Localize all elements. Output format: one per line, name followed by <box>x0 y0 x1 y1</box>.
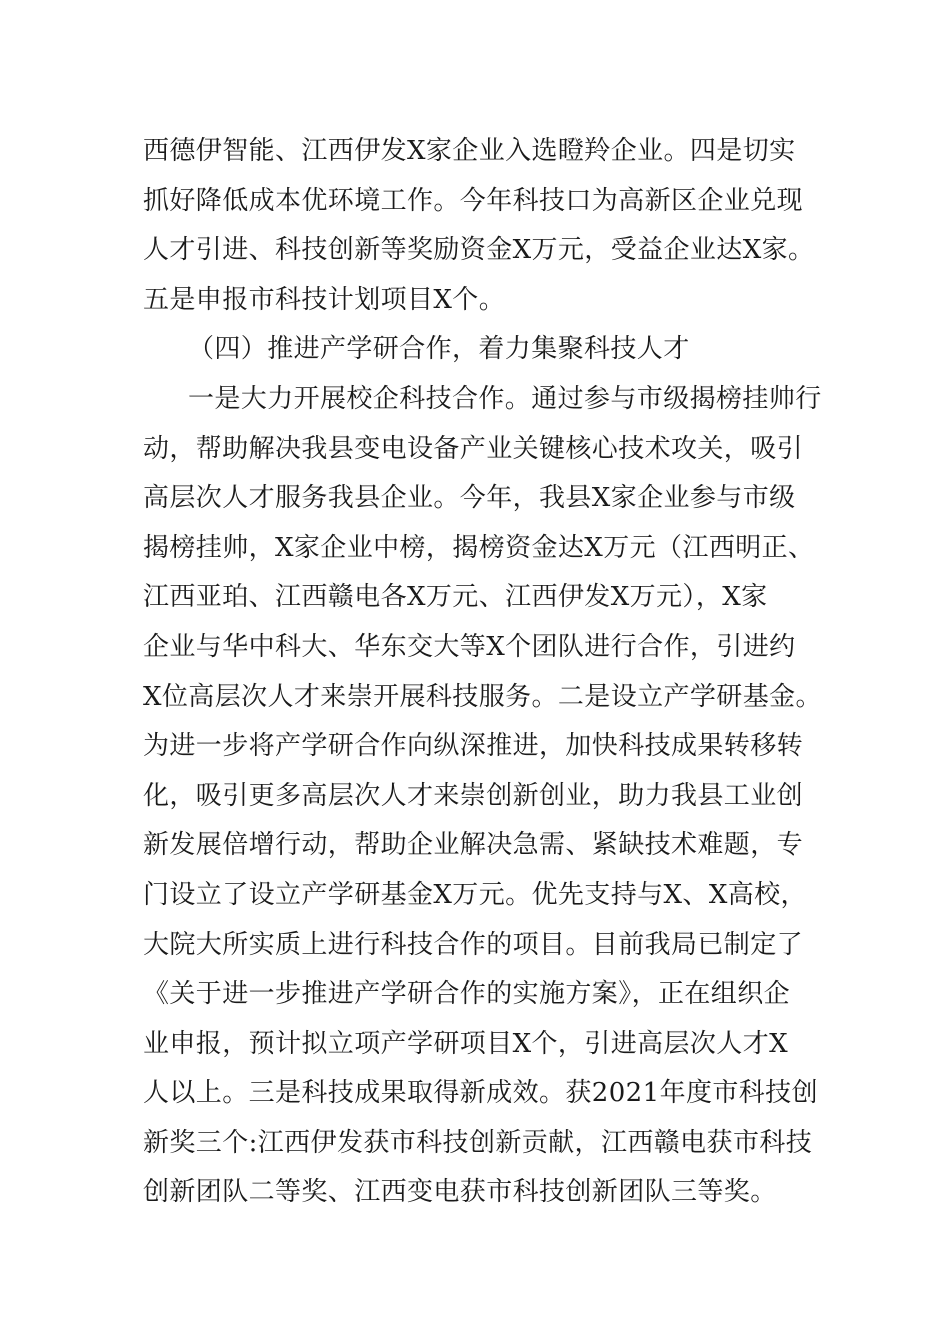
text-line: 为进一步将产学研合作向纵深推进，加快科技成果转移转 <box>143 731 804 762</box>
text-line: 新发展倍增行动，帮助企业解决急需、紧缺技术难题，专 <box>143 830 804 861</box>
text-line: 门设立了设立产学研基金X万元。优先支持与X、X高校， <box>143 879 807 910</box>
text-line: 企业与华中科大、华东交大等X个团队进行合作，引进约 <box>143 631 796 662</box>
text-line: 人以上。三是科技成果取得新成效。获2021年度市科技创 <box>143 1078 818 1109</box>
text-line: 业申报，预计拟立项产学研项目X个，引进高层次人才X <box>143 1028 789 1059</box>
text-line: 《关于进一步推进产学研合作的实施方案》，正在组织企 <box>143 979 791 1010</box>
text-line: 人才引进、科技创新等奖励资金X万元，受益企业达X家。 <box>143 235 815 266</box>
paragraph-start: 一是大力开展校企科技合作。通过参与市级揭榜挂帅行 <box>188 383 822 414</box>
text-line: 化，吸引更多高层次人才来崇创新创业，助力我县工业创 <box>143 780 804 811</box>
text-line: 江西亚珀、江西赣电各X万元、江西伊发X万元），X家 <box>143 582 768 613</box>
document-page <box>143 127 822 1218</box>
text-line: 揭榜挂帅，X家企业中榜，揭榜资金达X万元（江西明正、 <box>143 532 815 563</box>
text-line: 高层次人才服务我县企业。今年，我县X家企业参与市级 <box>143 483 796 514</box>
text-line: 大院大所实质上进行科技合作的项目。目前我局已制定了 <box>143 929 804 960</box>
text-line: 创新团队二等奖、江西变电获市科技创新团队三等奖。 <box>143 1177 777 1208</box>
text-line: 西德伊智能、江西伊发X家企业入选瞪羚企业。四是切实 <box>143 136 796 166</box>
text-line: 抓好降低成本优环境工作。今年科技口为高新区企业兑现 <box>143 185 804 216</box>
text-line: 新奖三个:江西伊发获市科技创新贡献，江西赣电获市科技 <box>143 1127 813 1158</box>
text-line: 五是申报市科技计划项目X个。 <box>143 284 506 315</box>
text-line: 动，帮助解决我县变电设备产业关键核心技术攻关，吸引 <box>143 433 804 464</box>
text-line: X位高层次人才来崇开展科技服务。二是设立产学研基金。 <box>143 681 822 712</box>
section-heading: （四）推进产学研合作，着力集聚科技人才 <box>188 334 690 365</box>
